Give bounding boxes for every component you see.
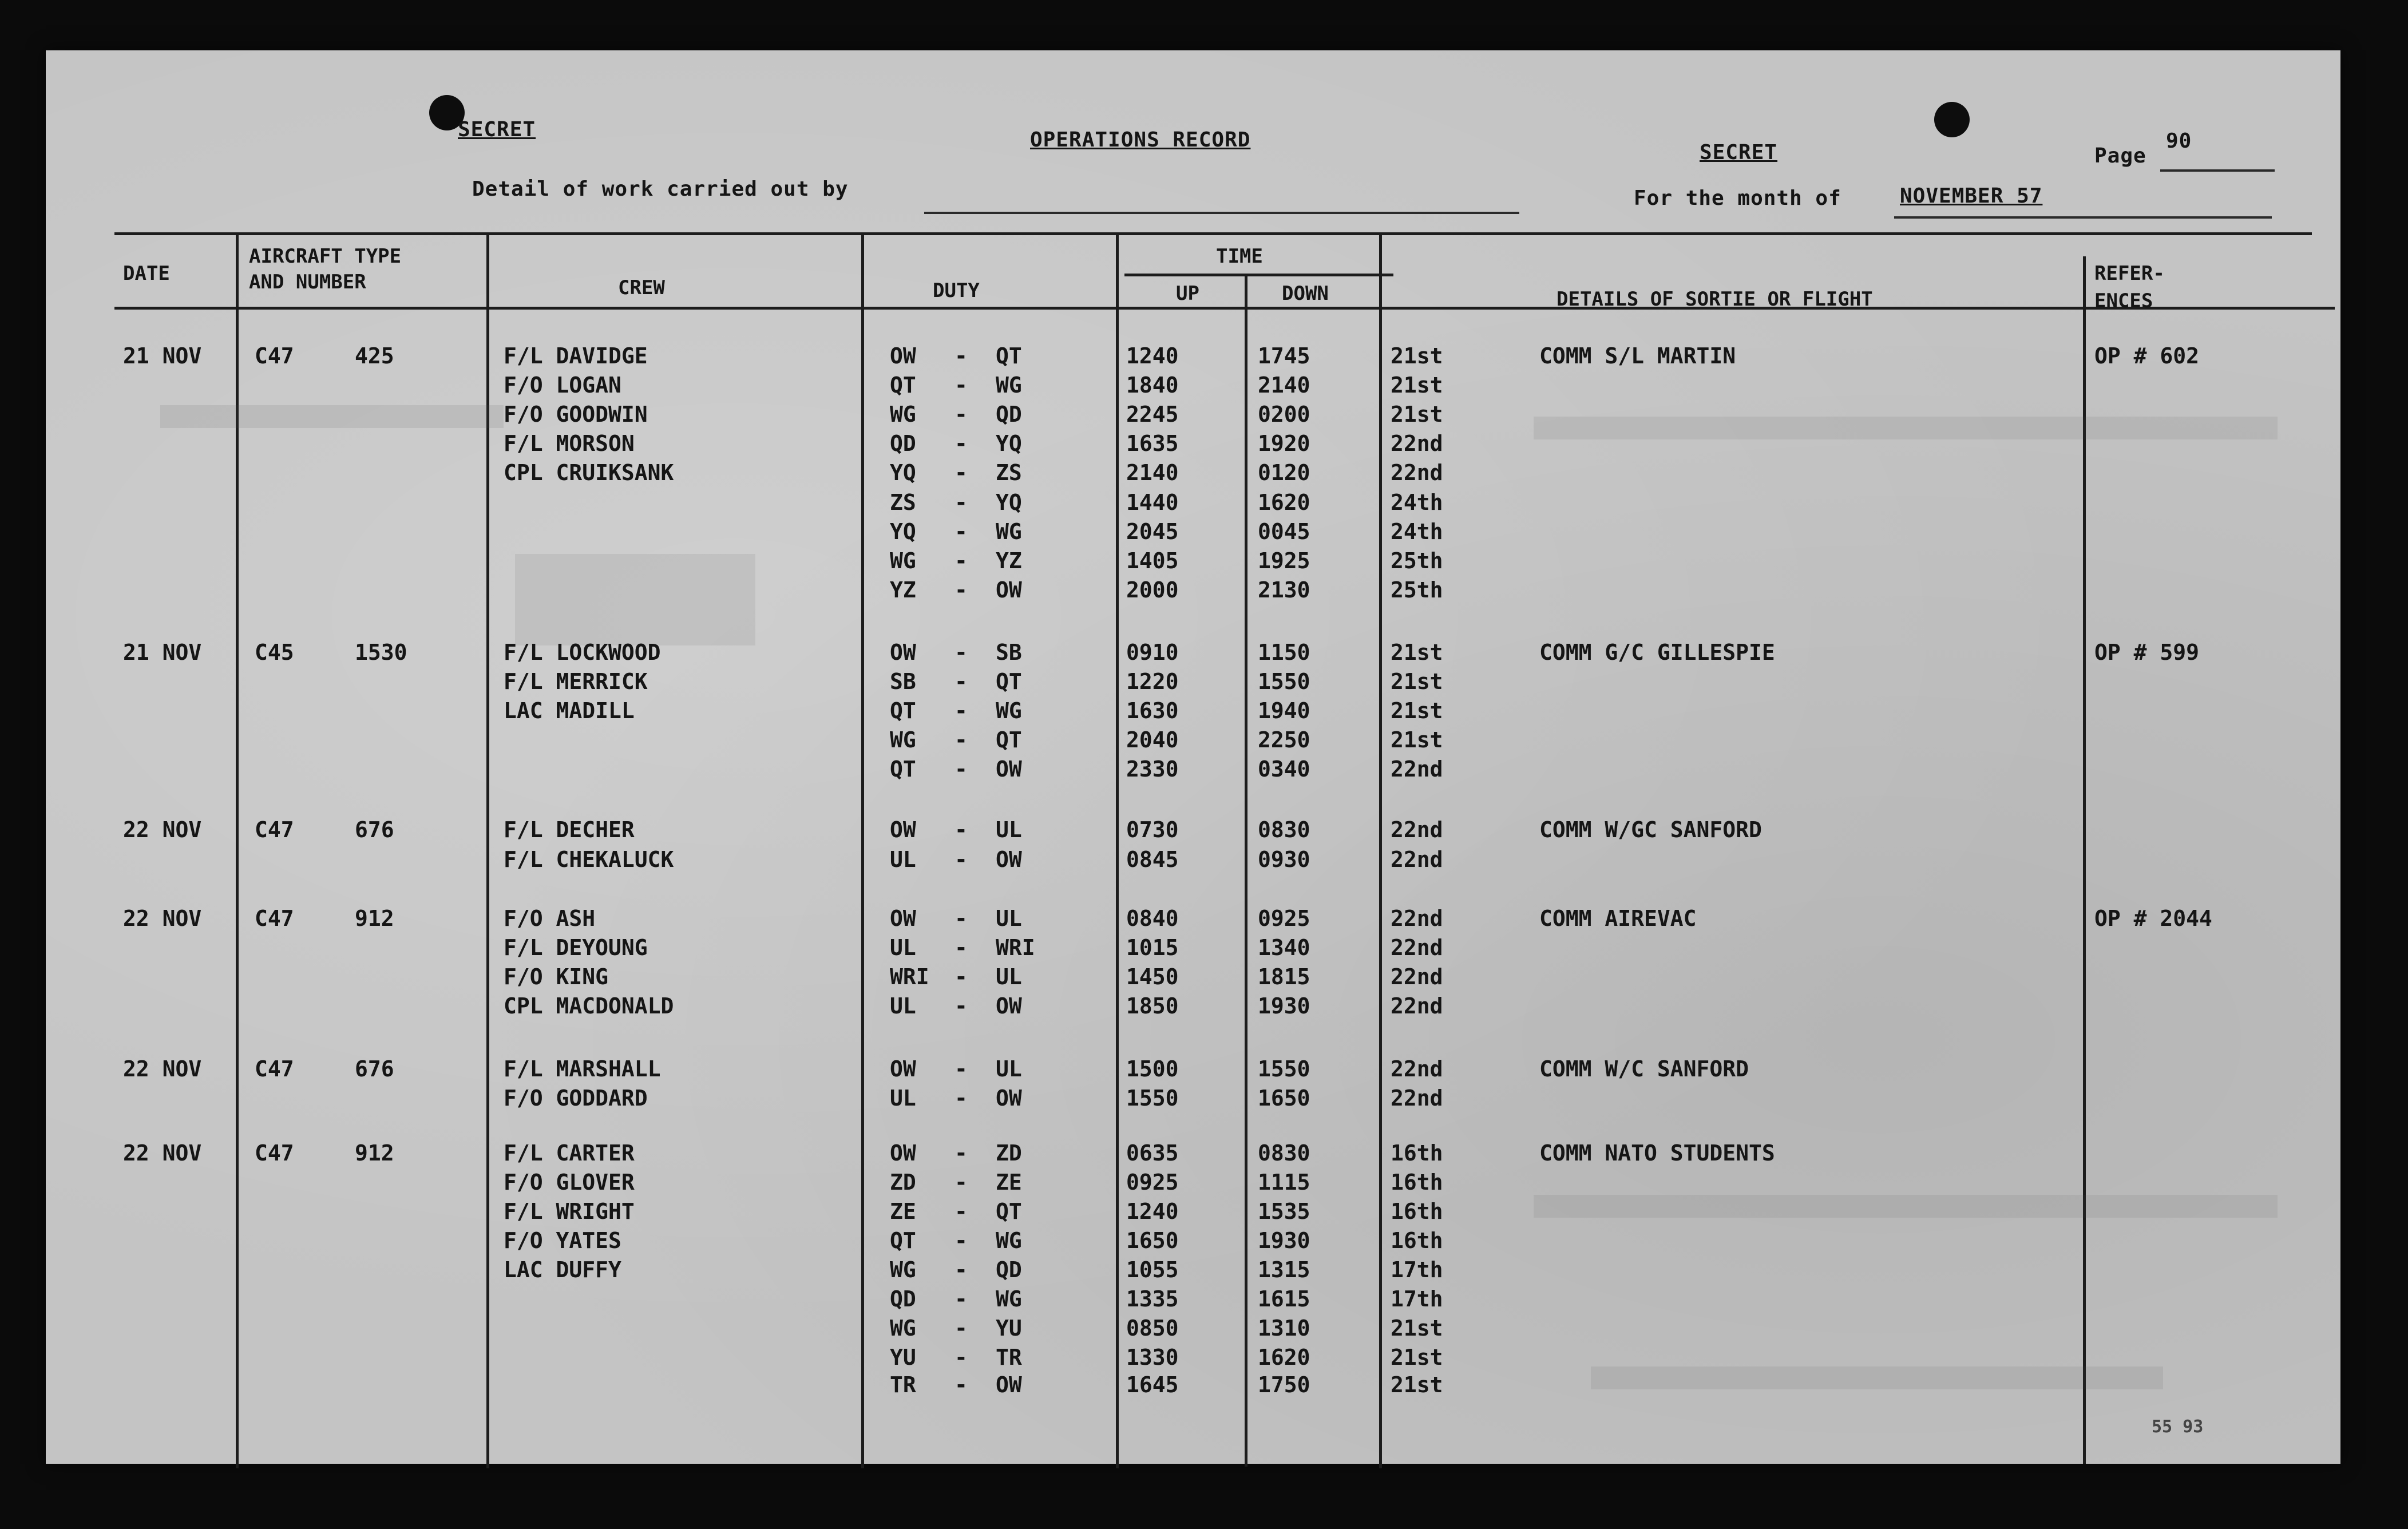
duty-dash: - xyxy=(955,1316,968,1341)
secret-label-left: SECRET xyxy=(458,118,536,141)
crew-member: F/L MORSON xyxy=(504,431,635,456)
sortie-details: COMM W/GC SANFORD xyxy=(1539,817,1762,842)
duty-to: OW xyxy=(996,1086,1022,1111)
duty-dash: - xyxy=(955,847,968,872)
duty-to: WG xyxy=(996,373,1022,398)
crew-member: LAC DUFFY xyxy=(504,1257,621,1282)
flight-day: 21st xyxy=(1391,343,1443,369)
duty-dash: - xyxy=(955,1257,968,1282)
duty-from: QT xyxy=(890,756,916,782)
duty-from: ZS xyxy=(890,490,916,515)
time-up: 2140 xyxy=(1126,460,1179,485)
time-down: 1650 xyxy=(1258,1086,1310,1111)
col-header-down: DOWN xyxy=(1282,282,1329,305)
flight-day: 22nd xyxy=(1391,993,1443,1019)
document-title: OPERATIONS RECORD xyxy=(1030,128,1251,152)
duty-dash: - xyxy=(955,1170,968,1195)
duty-dash: - xyxy=(955,906,968,931)
flight-day: 17th xyxy=(1391,1257,1443,1282)
table-row xyxy=(46,1316,2335,1345)
table-row xyxy=(46,1286,2335,1316)
time-down: 1745 xyxy=(1258,343,1310,369)
row-date: 21 NOV xyxy=(123,343,202,369)
time-up: 0845 xyxy=(1126,847,1179,872)
reference: OP # 2044 xyxy=(2094,906,2212,931)
time-down: 1930 xyxy=(1258,1228,1310,1253)
flight-day: 22nd xyxy=(1391,1056,1443,1082)
duty-dash: - xyxy=(955,935,968,960)
duty-dash: - xyxy=(955,1286,968,1312)
duty-to: WRI xyxy=(996,935,1035,960)
flight-day: 21st xyxy=(1391,402,1443,427)
duty-from: QT xyxy=(890,373,916,398)
duty-dash: - xyxy=(955,993,968,1019)
duty-from: YU xyxy=(890,1345,916,1370)
table-row xyxy=(46,1056,2335,1086)
time-up: 1650 xyxy=(1126,1228,1179,1253)
sortie-details: COMM W/C SANFORD xyxy=(1539,1056,1749,1082)
time-down: 1115 xyxy=(1258,1170,1310,1195)
duty-to: WG xyxy=(996,1286,1022,1312)
duty-from: YQ xyxy=(890,519,916,544)
col-header-crew: CREW xyxy=(618,276,665,299)
table-row xyxy=(46,993,2335,1023)
time-up: 1240 xyxy=(1126,1199,1179,1224)
flight-day: 21st xyxy=(1391,669,1443,694)
table-row xyxy=(46,519,2335,549)
sortie-details: COMM AIREVAC xyxy=(1539,906,1697,931)
duty-dash: - xyxy=(955,460,968,485)
crew-member: F/L WRIGHT xyxy=(504,1199,635,1224)
duty-from: UL xyxy=(890,993,916,1019)
crew-member: F/L CHEKALUCK xyxy=(504,847,674,872)
duty-dash: - xyxy=(955,698,968,723)
duty-to: YQ xyxy=(996,490,1022,515)
detail-label: Detail of work carried out by xyxy=(472,177,849,201)
duty-dash: - xyxy=(955,1140,968,1166)
time-up: 1840 xyxy=(1126,373,1179,398)
crew-member: F/O GOODWIN xyxy=(504,402,648,427)
duty-from: OW xyxy=(890,1056,916,1082)
time-down: 1930 xyxy=(1258,993,1310,1019)
duty-from: QT xyxy=(890,1228,916,1253)
aircraft-type: C47 xyxy=(255,906,294,931)
duty-to: QD xyxy=(996,402,1022,427)
duty-from: UL xyxy=(890,935,916,960)
row-date: 22 NOV xyxy=(123,1056,202,1082)
time-up: 2040 xyxy=(1126,727,1179,752)
time-up: 0730 xyxy=(1126,817,1179,842)
table-row xyxy=(46,577,2335,607)
time-up: 1850 xyxy=(1126,993,1179,1019)
col-header-references-1: REFER- xyxy=(2094,262,2165,285)
duty-dash: - xyxy=(955,964,968,989)
table-row xyxy=(46,906,2335,936)
table-row xyxy=(46,373,2335,402)
col-header-aircraft-1: AIRCRAFT TYPE xyxy=(249,245,402,268)
duty-dash: - xyxy=(955,817,968,842)
time-up: 1330 xyxy=(1126,1345,1179,1370)
duty-to: YZ xyxy=(996,548,1022,573)
table-row xyxy=(46,698,2335,728)
flight-day: 21st xyxy=(1391,727,1443,752)
flight-day: 24th xyxy=(1391,490,1443,515)
duty-to: OW xyxy=(996,756,1022,782)
table-row xyxy=(46,817,2335,847)
time-down: 1340 xyxy=(1258,935,1310,960)
time-down: 2130 xyxy=(1258,577,1310,603)
col-header-duty: DUTY xyxy=(933,279,980,302)
duty-from: QD xyxy=(890,431,916,456)
time-up: 1220 xyxy=(1126,669,1179,694)
flight-day: 22nd xyxy=(1391,847,1443,872)
duty-from: WG xyxy=(890,402,916,427)
secret-label-right: SECRET xyxy=(1700,141,1778,164)
time-down: 0830 xyxy=(1258,817,1310,842)
duty-from: WRI xyxy=(890,964,929,989)
crew-member: F/O ASH xyxy=(504,906,596,931)
flight-day: 25th xyxy=(1391,577,1443,603)
crew-member: F/L DEYOUNG xyxy=(504,935,648,960)
sortie-details: COMM NATO STUDENTS xyxy=(1539,1140,1775,1166)
time-up: 2045 xyxy=(1126,519,1179,544)
time-up: 0910 xyxy=(1126,640,1179,665)
footer-code: 55 93 xyxy=(2152,1417,2204,1437)
flight-day: 22nd xyxy=(1391,1086,1443,1111)
duty-to: QT xyxy=(996,669,1022,694)
duty-dash: - xyxy=(955,640,968,665)
time-up: 1500 xyxy=(1126,1056,1179,1082)
duty-to: QT xyxy=(996,727,1022,752)
table-row xyxy=(46,756,2335,786)
table-top-line xyxy=(114,232,2312,235)
time-up: 1440 xyxy=(1126,490,1179,515)
page-number: 90 xyxy=(2166,129,2192,153)
crew-member: F/L MERRICK xyxy=(504,669,648,694)
duty-dash: - xyxy=(955,1228,968,1253)
flight-day: 24th xyxy=(1391,519,1443,544)
time-down: 1750 xyxy=(1258,1372,1310,1397)
time-down: 1620 xyxy=(1258,1345,1310,1370)
time-down: 1815 xyxy=(1258,964,1310,989)
col-header-references-2: ENCES xyxy=(2094,290,2153,312)
table-row xyxy=(46,1345,2335,1374)
duty-to: UL xyxy=(996,906,1022,931)
time-up: 1450 xyxy=(1126,964,1179,989)
aircraft-number: 425 xyxy=(355,343,394,369)
flight-day: 17th xyxy=(1391,1286,1443,1312)
duty-to: ZE xyxy=(996,1170,1022,1195)
table-row xyxy=(46,548,2335,578)
duty-from: OW xyxy=(890,906,916,931)
aircraft-type: C47 xyxy=(255,343,294,369)
time-down: 1615 xyxy=(1258,1286,1310,1312)
aircraft-number: 676 xyxy=(355,1056,394,1082)
duty-dash: - xyxy=(955,373,968,398)
time-down: 1620 xyxy=(1258,490,1310,515)
duty-dash: - xyxy=(955,402,968,427)
table-row xyxy=(46,431,2335,461)
reference: OP # 599 xyxy=(2094,640,2200,665)
time-down: 0930 xyxy=(1258,847,1310,872)
aircraft-number: 1530 xyxy=(355,640,407,665)
duty-to: OW xyxy=(996,847,1022,872)
duty-to: OW xyxy=(996,993,1022,1019)
duty-from: WG xyxy=(890,548,916,573)
flight-day: 22nd xyxy=(1391,964,1443,989)
page-label: Page xyxy=(2094,144,2146,168)
table-row xyxy=(46,402,2335,431)
time-down: 1925 xyxy=(1258,548,1310,573)
duty-dash: - xyxy=(955,1086,968,1111)
flight-day: 22nd xyxy=(1391,756,1443,782)
time-up: 2000 xyxy=(1126,577,1179,603)
time-up: 1405 xyxy=(1126,548,1179,573)
duty-to: WG xyxy=(996,519,1022,544)
duty-to: YU xyxy=(996,1316,1022,1341)
detail-line xyxy=(924,212,1519,214)
flight-day: 16th xyxy=(1391,1228,1443,1253)
duty-dash: - xyxy=(955,577,968,603)
time-down: 1940 xyxy=(1258,698,1310,723)
time-down: 1150 xyxy=(1258,640,1310,665)
table-row xyxy=(46,343,2335,373)
page-number-line xyxy=(2160,169,2275,172)
table-row xyxy=(46,1170,2335,1199)
time-up: 0635 xyxy=(1126,1140,1179,1166)
crew-member: CPL CRUIKSANK xyxy=(504,460,674,485)
time-up: 0840 xyxy=(1126,906,1179,931)
reference: OP # 602 xyxy=(2094,343,2200,369)
duty-from: QD xyxy=(890,1286,916,1312)
aircraft-type: C47 xyxy=(255,817,294,842)
duty-dash: - xyxy=(955,1345,968,1370)
month-label: For the month of xyxy=(1634,187,1841,210)
time-up: 1055 xyxy=(1126,1257,1179,1282)
time-down: 1535 xyxy=(1258,1199,1310,1224)
table-row xyxy=(46,847,2335,877)
table-row xyxy=(46,669,2335,699)
table-row xyxy=(46,640,2335,670)
table-row xyxy=(46,935,2335,965)
time-down: 0340 xyxy=(1258,756,1310,782)
duty-from: ZE xyxy=(890,1199,916,1224)
duty-to: ZS xyxy=(996,460,1022,485)
time-up: 1635 xyxy=(1126,431,1179,456)
duty-to: WG xyxy=(996,698,1022,723)
time-up: 1240 xyxy=(1126,343,1179,369)
time-down: 0045 xyxy=(1258,519,1310,544)
month-line xyxy=(1894,216,2272,219)
row-date: 22 NOV xyxy=(123,1140,202,1166)
crew-member: F/L DECHER xyxy=(504,817,635,842)
time-up: 1335 xyxy=(1126,1286,1179,1312)
duty-from: WG xyxy=(890,1257,916,1282)
row-date: 21 NOV xyxy=(123,640,202,665)
flight-day: 16th xyxy=(1391,1199,1443,1224)
aircraft-number: 676 xyxy=(355,817,394,842)
duty-from: YZ xyxy=(890,577,916,603)
aircraft-type: C47 xyxy=(255,1056,294,1082)
time-down: 0925 xyxy=(1258,906,1310,931)
table-row xyxy=(46,1140,2335,1170)
table-header-bottom-line xyxy=(114,307,2335,310)
flight-day: 22nd xyxy=(1391,460,1443,485)
time-down: 2140 xyxy=(1258,373,1310,398)
duty-from: OW xyxy=(890,817,916,842)
flight-day: 21st xyxy=(1391,1345,1443,1370)
duty-from: OW xyxy=(890,640,916,665)
flight-day: 21st xyxy=(1391,1372,1443,1397)
duty-to: QT xyxy=(996,1199,1022,1224)
aircraft-number: 912 xyxy=(355,906,394,931)
col-header-date: DATE xyxy=(123,262,170,285)
duty-to: ZD xyxy=(996,1140,1022,1166)
duty-from: SB xyxy=(890,669,916,694)
duty-dash: - xyxy=(955,343,968,369)
duty-from: UL xyxy=(890,847,916,872)
row-date: 22 NOV xyxy=(123,906,202,931)
time-down: 1315 xyxy=(1258,1257,1310,1282)
duty-to: QD xyxy=(996,1257,1022,1282)
table-row xyxy=(46,964,2335,994)
duty-to: OW xyxy=(996,1372,1022,1397)
row-date: 22 NOV xyxy=(123,817,202,842)
crew-member: CPL MACDONALD xyxy=(504,993,674,1019)
flight-day: 22nd xyxy=(1391,906,1443,931)
flight-day: 21st xyxy=(1391,698,1443,723)
time-up: 0925 xyxy=(1126,1170,1179,1195)
sortie-details: COMM G/C GILLESPIE xyxy=(1539,640,1775,665)
duty-from: TR xyxy=(890,1372,916,1397)
duty-dash: - xyxy=(955,1372,968,1397)
duty-to: SB xyxy=(996,640,1022,665)
time-up: 0850 xyxy=(1126,1316,1179,1341)
table-row xyxy=(46,1228,2335,1258)
duty-dash: - xyxy=(955,756,968,782)
flight-day: 16th xyxy=(1391,1170,1443,1195)
time-header-line xyxy=(1124,274,1393,276)
duty-from: WG xyxy=(890,727,916,752)
time-up: 1645 xyxy=(1126,1372,1179,1397)
time-down: 1920 xyxy=(1258,431,1310,456)
table-row xyxy=(46,490,2335,520)
crew-member: F/L CARTER xyxy=(504,1140,635,1166)
aircraft-type: C45 xyxy=(255,640,294,665)
duty-to: YQ xyxy=(996,431,1022,456)
duty-to: UL xyxy=(996,1056,1022,1082)
duty-from: WG xyxy=(890,1316,916,1341)
duty-dash: - xyxy=(955,490,968,515)
duty-to: TR xyxy=(996,1345,1022,1370)
flight-day: 22nd xyxy=(1391,935,1443,960)
time-down: 1550 xyxy=(1258,1056,1310,1082)
duty-from: YQ xyxy=(890,460,916,485)
flight-day: 21st xyxy=(1391,373,1443,398)
time-down: 1310 xyxy=(1258,1316,1310,1341)
month-value: NOVEMBER 57 xyxy=(1900,184,2043,208)
duty-dash: - xyxy=(955,1199,968,1224)
crew-member: F/O GODDARD xyxy=(504,1086,648,1111)
table-row xyxy=(46,1257,2335,1287)
duty-dash: - xyxy=(955,548,968,573)
duty-dash: - xyxy=(955,431,968,456)
flight-day: 21st xyxy=(1391,640,1443,665)
table-row xyxy=(46,1199,2335,1229)
crew-member: F/L LOCKWOOD xyxy=(504,640,661,665)
flight-day: 21st xyxy=(1391,1316,1443,1341)
time-down: 0830 xyxy=(1258,1140,1310,1166)
duty-dash: - xyxy=(955,1056,968,1082)
duty-from: UL xyxy=(890,1086,916,1111)
time-up: 1630 xyxy=(1126,698,1179,723)
duty-to: OW xyxy=(996,577,1022,603)
flight-day: 22nd xyxy=(1391,817,1443,842)
crew-member: F/O KING xyxy=(504,964,609,989)
col-header-aircraft-2: AND NUMBER xyxy=(249,271,366,294)
crew-member: F/L DAVIDGE xyxy=(504,343,648,369)
duty-dash: - xyxy=(955,727,968,752)
duty-to: UL xyxy=(996,817,1022,842)
time-down: 2250 xyxy=(1258,727,1310,752)
table-row xyxy=(46,1086,2335,1115)
duty-dash: - xyxy=(955,519,968,544)
punch-hole-right xyxy=(1934,102,1970,137)
table-row xyxy=(46,460,2335,490)
document-page xyxy=(46,50,2340,1464)
table-row xyxy=(46,727,2335,757)
aircraft-type: C47 xyxy=(255,1140,294,1166)
aircraft-number: 912 xyxy=(355,1140,394,1166)
col-header-time: TIME xyxy=(1216,245,1263,268)
time-up: 2330 xyxy=(1126,756,1179,782)
crew-member: F/O YATES xyxy=(504,1228,621,1253)
crew-member: LAC MADILL xyxy=(504,698,635,723)
duty-to: QT xyxy=(996,343,1022,369)
sortie-details: COMM S/L MARTIN xyxy=(1539,343,1736,369)
time-down: 1550 xyxy=(1258,669,1310,694)
time-down: 0200 xyxy=(1258,402,1310,427)
duty-from: QT xyxy=(890,698,916,723)
duty-to: WG xyxy=(996,1228,1022,1253)
col-header-up: UP xyxy=(1176,282,1199,305)
crew-member: F/O GLOVER xyxy=(504,1170,635,1195)
time-up: 2245 xyxy=(1126,402,1179,427)
duty-from: ZD xyxy=(890,1170,916,1195)
duty-from: OW xyxy=(890,1140,916,1166)
flight-day: 25th xyxy=(1391,548,1443,573)
crew-member: F/O LOGAN xyxy=(504,373,621,398)
duty-dash: - xyxy=(955,669,968,694)
duty-to: UL xyxy=(996,964,1022,989)
flight-day: 16th xyxy=(1391,1140,1443,1166)
flight-day: 22nd xyxy=(1391,431,1443,456)
duty-from: OW xyxy=(890,343,916,369)
time-up: 1550 xyxy=(1126,1086,1179,1111)
time-up: 1015 xyxy=(1126,935,1179,960)
col-header-details: DETAILS OF SORTIE OR FLIGHT xyxy=(1557,288,1873,311)
crew-member: F/L MARSHALL xyxy=(504,1056,661,1082)
table-row xyxy=(46,1372,2335,1402)
time-down: 0120 xyxy=(1258,460,1310,485)
